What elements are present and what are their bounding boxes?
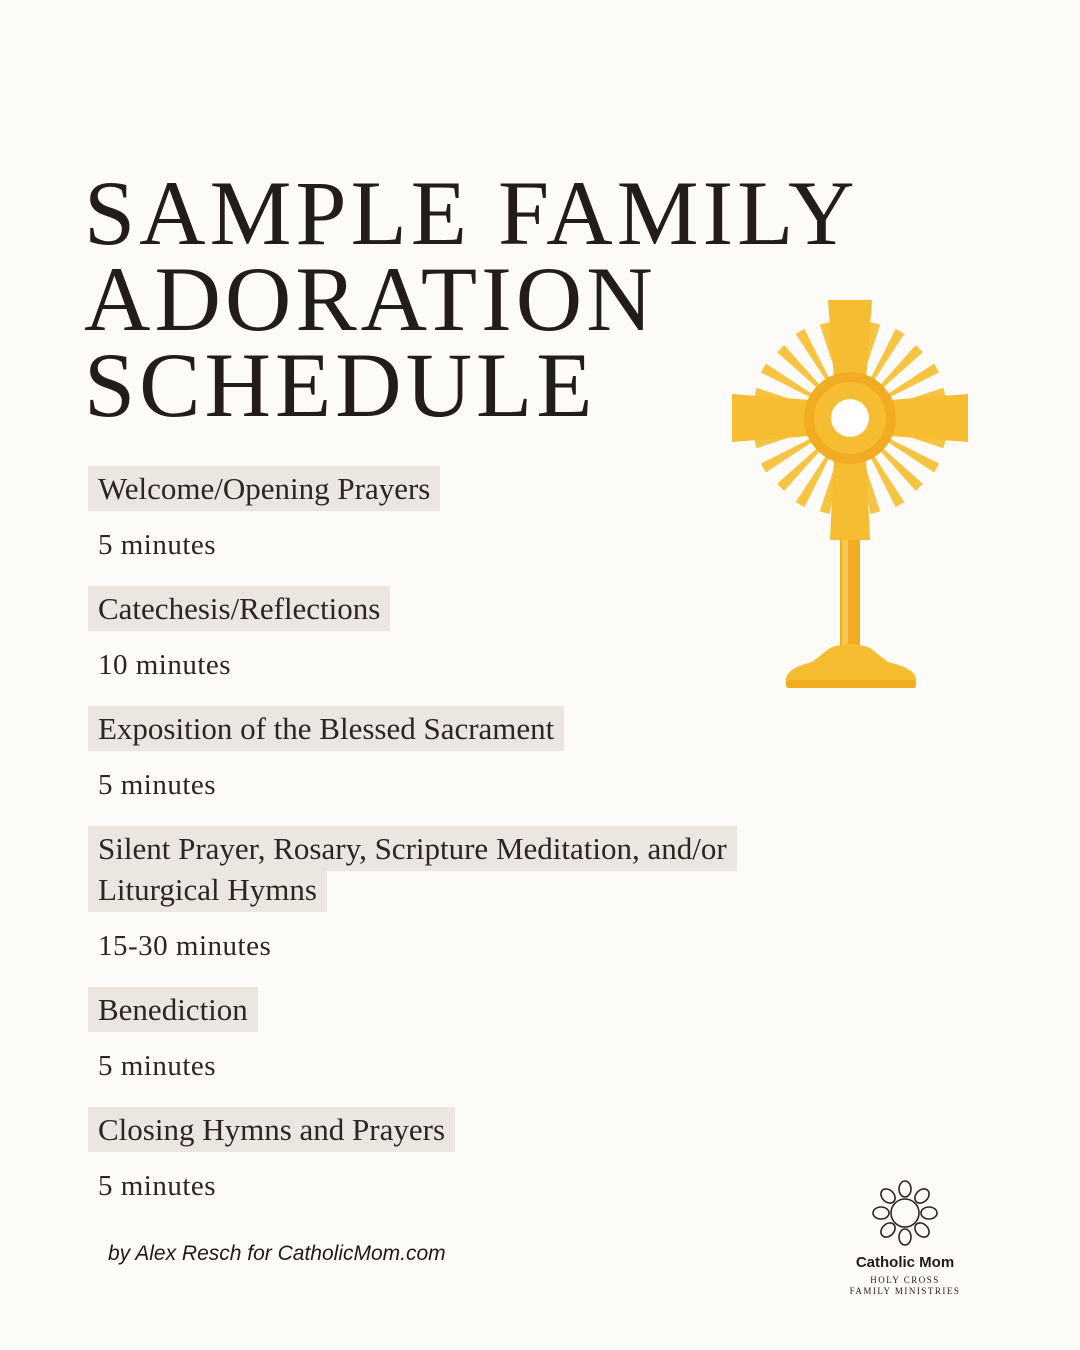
- schedule-item-duration: 5 minutes: [98, 769, 217, 801]
- schedule-list: [88, 468, 788, 1229]
- schedule-item: [88, 708, 788, 802]
- monstrance-cross: [732, 300, 968, 540]
- schedule-item-label: Exposition of the Blessed Sacrament: [88, 706, 564, 751]
- schedule-item: [88, 468, 788, 562]
- title-line-2: ADORATION: [84, 248, 657, 350]
- schedule-item-duration: 5 minutes: [98, 1170, 217, 1202]
- schedule-item-duration: 5 minutes: [98, 1050, 217, 1082]
- schedule-item: [88, 828, 768, 963]
- catholic-mom-logo: [840, 1180, 970, 1297]
- schedule-item: [88, 989, 788, 1083]
- byline: by Alex Resch for CatholicMom.com: [108, 1242, 446, 1265]
- schedule-item-label: Benediction: [88, 987, 258, 1032]
- schedule-item: [88, 1109, 788, 1203]
- schedule-item: [88, 588, 788, 682]
- wreath-icon: [872, 1180, 938, 1246]
- logo-name: Catholic Mom: [855, 1254, 955, 1271]
- schedule-item-duration: 5 minutes: [98, 529, 217, 561]
- logo-subtitle-2: FAMILY MINISTRIES: [849, 1286, 961, 1296]
- schedule-item-label: Closing Hymns and Prayers: [88, 1107, 455, 1152]
- schedule-item-duration: 10 minutes: [98, 649, 232, 681]
- title-line-1: SAMPLE FAMILY: [84, 162, 859, 264]
- schedule-item-label: Silent Prayer, Rosary, Scripture Meditation, and/or Liturgical Hymns: [88, 826, 737, 912]
- schedule-item-label: Welcome/Opening Prayers: [88, 466, 440, 511]
- logo-subtitle-1: HOLY CROSS: [870, 1275, 940, 1285]
- schedule-item-duration: 15-30 minutes: [98, 930, 272, 962]
- title-line-3: SCHEDULE: [84, 334, 597, 436]
- monstrance-stand: [786, 540, 916, 688]
- schedule-item-label: Catechesis/Reflections: [88, 586, 390, 631]
- monstrance-icon: [720, 290, 980, 700]
